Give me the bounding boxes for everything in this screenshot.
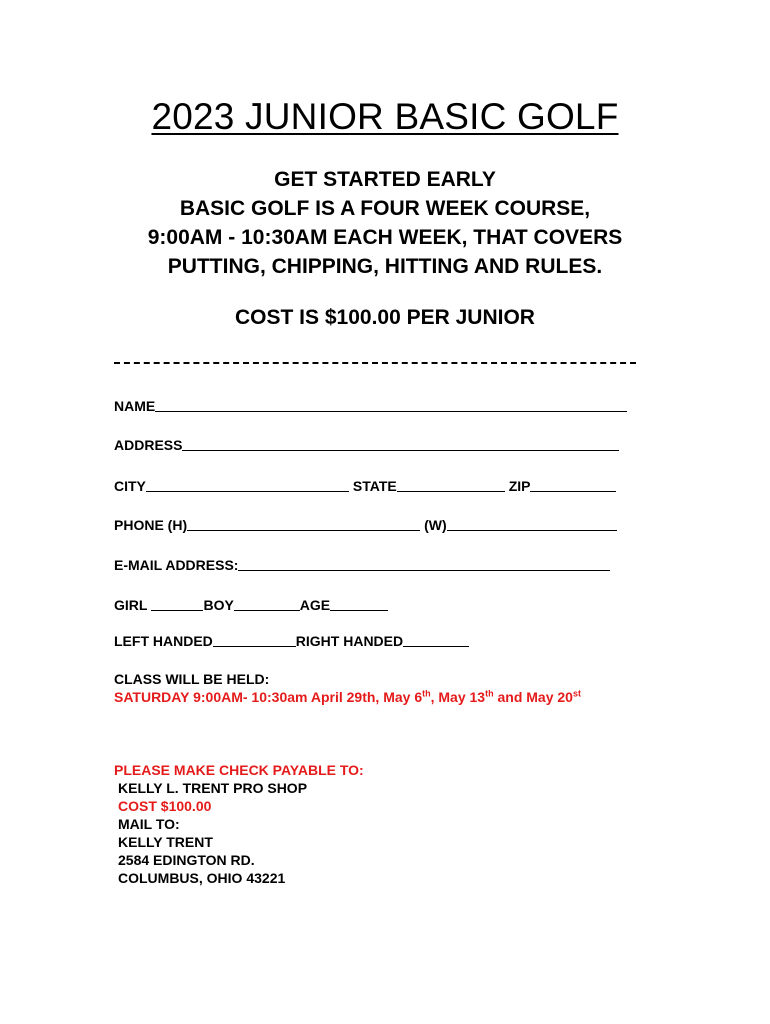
name-label: NAME xyxy=(114,398,156,414)
page-title: 2023 JUNIOR BASIC GOLF xyxy=(151,96,619,137)
handedness-row xyxy=(114,629,469,649)
intro-text xyxy=(0,165,770,281)
payment-cost: COST $100.00 xyxy=(118,798,212,814)
schedule-dates-part: SATURDAY 9:00AM- 10:30am April 29th, May 6 xyxy=(114,689,423,705)
left-handed-label: LEFT HANDED xyxy=(114,633,213,649)
city-state-zip-row xyxy=(114,474,616,494)
phone-row xyxy=(114,513,617,533)
right-handed-label: RIGHT HANDED xyxy=(295,633,404,649)
name-row xyxy=(114,394,627,414)
zip-label: ZIP xyxy=(508,478,531,494)
boy-label: BOY xyxy=(203,597,234,613)
mail-street: 2584 EDINGTON RD. xyxy=(118,852,255,868)
state-field[interactable] xyxy=(397,477,505,492)
mail-city: COLUMBUS, OHIO 43221 xyxy=(118,870,286,886)
intro-line: BASIC GOLF IS A FOUR WEEK COURSE, xyxy=(179,197,591,220)
age-field[interactable] xyxy=(330,596,388,611)
payment-heading: PLEASE MAKE CHECK PAYABLE TO: xyxy=(114,762,364,778)
zip-field[interactable] xyxy=(530,477,616,492)
ordinal-suffix: th xyxy=(422,688,431,699)
phone-work-label: (W) xyxy=(424,517,447,533)
intro-line: PUTTING, CHIPPING, HITTING AND RULES. xyxy=(167,255,603,278)
address-row xyxy=(114,433,619,453)
mail-to-label: MAIL TO: xyxy=(118,816,180,832)
schedule-block xyxy=(114,670,581,706)
left-handed-field[interactable] xyxy=(213,632,296,647)
girl-label: GIRL xyxy=(114,597,148,613)
gender-age-row xyxy=(114,593,388,613)
payee-name: KELLY L. TRENT PRO SHOP xyxy=(118,780,308,796)
schedule-heading: CLASS WILL BE HELD: xyxy=(114,671,270,687)
phone-work-field[interactable] xyxy=(447,516,617,531)
name-field[interactable] xyxy=(155,397,627,412)
mail-recipient: KELLY TRENT xyxy=(118,834,213,850)
schedule-dates-part: and May 20 xyxy=(493,689,573,705)
phone-home-label: PHONE (H) xyxy=(114,517,188,533)
cost-line: COST IS $100.00 PER JUNIOR xyxy=(235,306,535,329)
state-label: STATE xyxy=(352,478,397,494)
email-field[interactable] xyxy=(238,556,610,571)
email-label: E-MAIL ADDRESS: xyxy=(114,557,239,573)
girl-field[interactable] xyxy=(151,596,203,611)
ordinal-suffix: st xyxy=(572,688,581,699)
age-label: AGE xyxy=(299,597,331,613)
intro-line: GET STARTED EARLY xyxy=(274,168,496,191)
address-field[interactable] xyxy=(182,436,619,451)
city-label: CITY xyxy=(114,478,146,494)
cut-line-divider xyxy=(114,362,636,364)
address-label: ADDRESS xyxy=(114,437,183,453)
email-row xyxy=(114,553,610,573)
payment-block xyxy=(114,761,364,887)
right-handed-field[interactable] xyxy=(403,632,469,647)
city-field[interactable] xyxy=(146,477,349,492)
schedule-dates-part: , May 13 xyxy=(430,689,486,705)
intro-line: 9:00AM - 10:30AM EACH WEEK, THAT COVERS xyxy=(147,226,623,249)
ordinal-suffix: th xyxy=(485,688,494,699)
schedule-dates xyxy=(114,688,581,706)
phone-home-field[interactable] xyxy=(187,516,420,531)
boy-field[interactable] xyxy=(234,596,300,611)
